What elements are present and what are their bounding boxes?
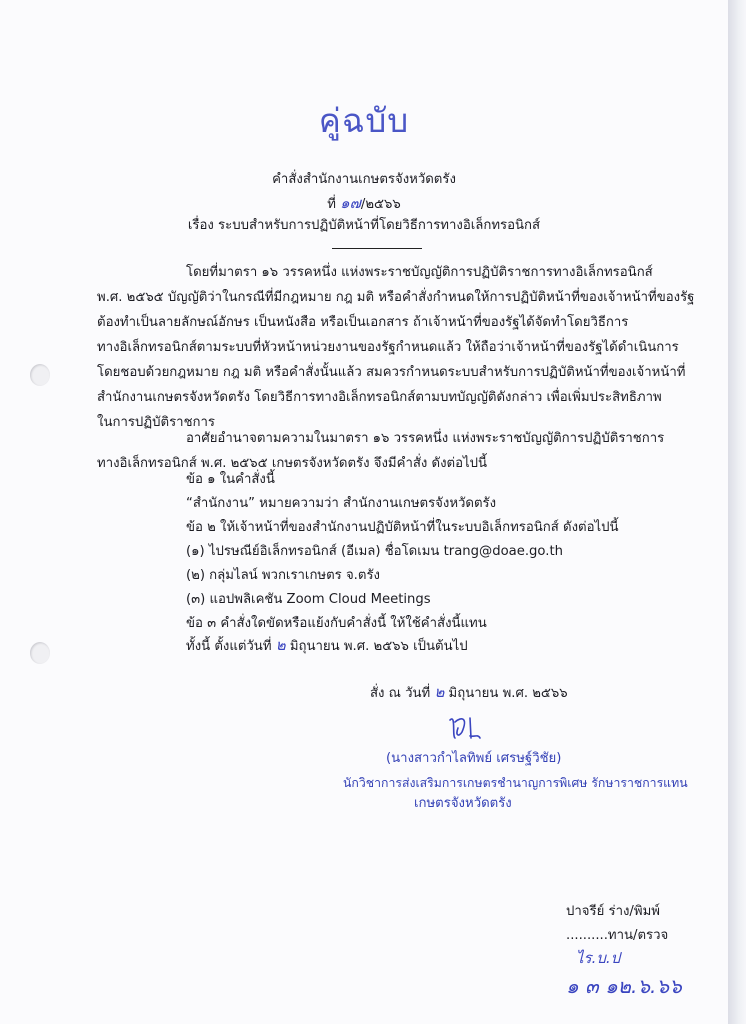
paragraph-line: ทางอิเล็กทรอนิกส์ตามระบบที่หัวหน้าหน่วยงานของรัฐกำหนดแล้ว ให้ถือว่าเจ้าหน้าที่ของรัฐได้ดำเนินการ [97, 340, 679, 355]
copy-stamp: คู่ฉบับ [318, 101, 410, 140]
clause-item: (๑) ไปรษณีย์อิเล็กทรอนิกส์ (อีเมล) ชื่อโดเมน trang@doae.go.th [186, 544, 563, 559]
handwritten-number: ๑๗ [340, 194, 361, 212]
clause-item: ข้อ ๑ ในคำสั่งนี้ [186, 472, 275, 487]
clause-item: ข้อ ๒ ให้เจ้าหน้าที่ของสำนักงานปฏิบัติหน้าที่ในระบบอิเล็กทรอนิกส์ ดังต่อไปนี้ [186, 520, 619, 535]
effective-date: ทั้งนี้ ตั้งแต่วันที่ ๒ มิถุนายน พ.ศ. ๒๕๖๖ เป็นต้นไป [186, 636, 468, 654]
order-number: ที่ ๑๗/๒๕๖๖ [327, 194, 401, 212]
paragraph-line: พ.ศ. ๒๕๖๕ บัญญัติว่าในกรณีที่มีกฎหมาย กฎ มติ หรือคำสั่งกำหนดให้การปฏิบัติหน้าที่ของเจ้าหน้าที่ของรัฐ [97, 290, 695, 305]
signer-name: (นางสาวกำไลทิพย์ เศรษฐ์วิชัย) [386, 751, 562, 766]
clause-item: ข้อ ๓ คำสั่งใดขัดหรือแย้งกับคำสั่งนี้ ให้ใช้คำสั่งนี้แทน [186, 616, 487, 631]
handwritten-note: ไร.บ.ป [576, 949, 621, 967]
paragraph-line: โดยที่มาตรา ๑๖ วรรคหนึ่ง แห่งพระราชบัญญัติการปฏิบัติราชการทางอิเล็กทรอนิกส์ [186, 265, 653, 280]
punch-hole [30, 642, 50, 664]
signature-mark [446, 712, 486, 742]
paragraph-line: ทางอิเล็กทรอนิกส์ พ.ศ. ๒๕๖๕ เกษตรจังหวัดตรัง จึงมีคำสั่ง ดังต่อไปนี้ [97, 456, 488, 471]
typist-line: ปาจรีย์ ร่าง/พิมพ์ [566, 904, 660, 919]
paragraph-line: ในการปฏิบัติราชการ [97, 415, 215, 430]
paragraph-line: ต้องทำเป็นลายลักษณ์อักษร เป็นหนังสือ หรือเป็นเอกสาร ถ้าเจ้าหน้าที่ของรัฐได้จัดทำโดยวิธีการ [97, 315, 629, 330]
divider [332, 248, 422, 249]
handwritten-date: ๑ ๓ ๑๒.๖.๖๖ [566, 974, 682, 998]
clause-item: (๓) แอปพลิเคชัน Zoom Cloud Meetings [186, 592, 431, 607]
signer-office: เกษตรจังหวัดตรัง [414, 796, 512, 811]
paragraph-line: โดยชอบด้วยกฎหมาย กฎ มติ หรือคำสั่งนั้นแล้ว สมควรกำหนดระบบสำหรับการปฏิบัติหน้าที่ของเจ้าหน้าที่ [97, 365, 686, 380]
paragraph-line: อาศัยอำนาจตามความในมาตรา ๑๖ วรรคหนึ่ง แห่งพระราชบัญญัติการปฏิบัติราชการ [186, 431, 665, 446]
signature-scribble [446, 712, 486, 742]
paragraph-line: สำนักงานเกษตรจังหวัดตรัง โดยวิธีการทางอิเล็กทรอนิกส์ตามบทบัญญัติดังกล่าว เพื่อเพิ่มประสิทธิภาพ [97, 390, 662, 405]
order-subject: เรื่อง ระบบสำหรับการปฏิบัติหน้าที่โดยวิธีการทางอิเล็กทรอนิกส์ [187, 218, 541, 233]
order-title: คำสั่งสำนักงานเกษตรจังหวัดตรัง [272, 172, 456, 187]
clause-item: (๒) กลุ่มไลน์ พวกเราเกษตร จ.ตรัง [186, 568, 380, 583]
clause-item: “สำนักงาน” หมายความว่า สำนักงานเกษตรจังหวัดตรัง [186, 496, 497, 511]
page-edge [728, 0, 746, 1024]
checker-line: ..........ทาน/ตรวจ [566, 928, 669, 943]
handwritten-day: ๒ [434, 683, 445, 701]
handwritten-day: ๒ [275, 636, 286, 654]
ordered-date: สั่ง ณ วันที่ ๒ มิถุนายน พ.ศ. ๒๕๖๖ [370, 683, 568, 701]
punch-hole [30, 364, 50, 386]
signer-position: นักวิชาการส่งเสริมการเกษตรชำนาญการพิเศษ รักษาราชการแทน [343, 776, 688, 790]
